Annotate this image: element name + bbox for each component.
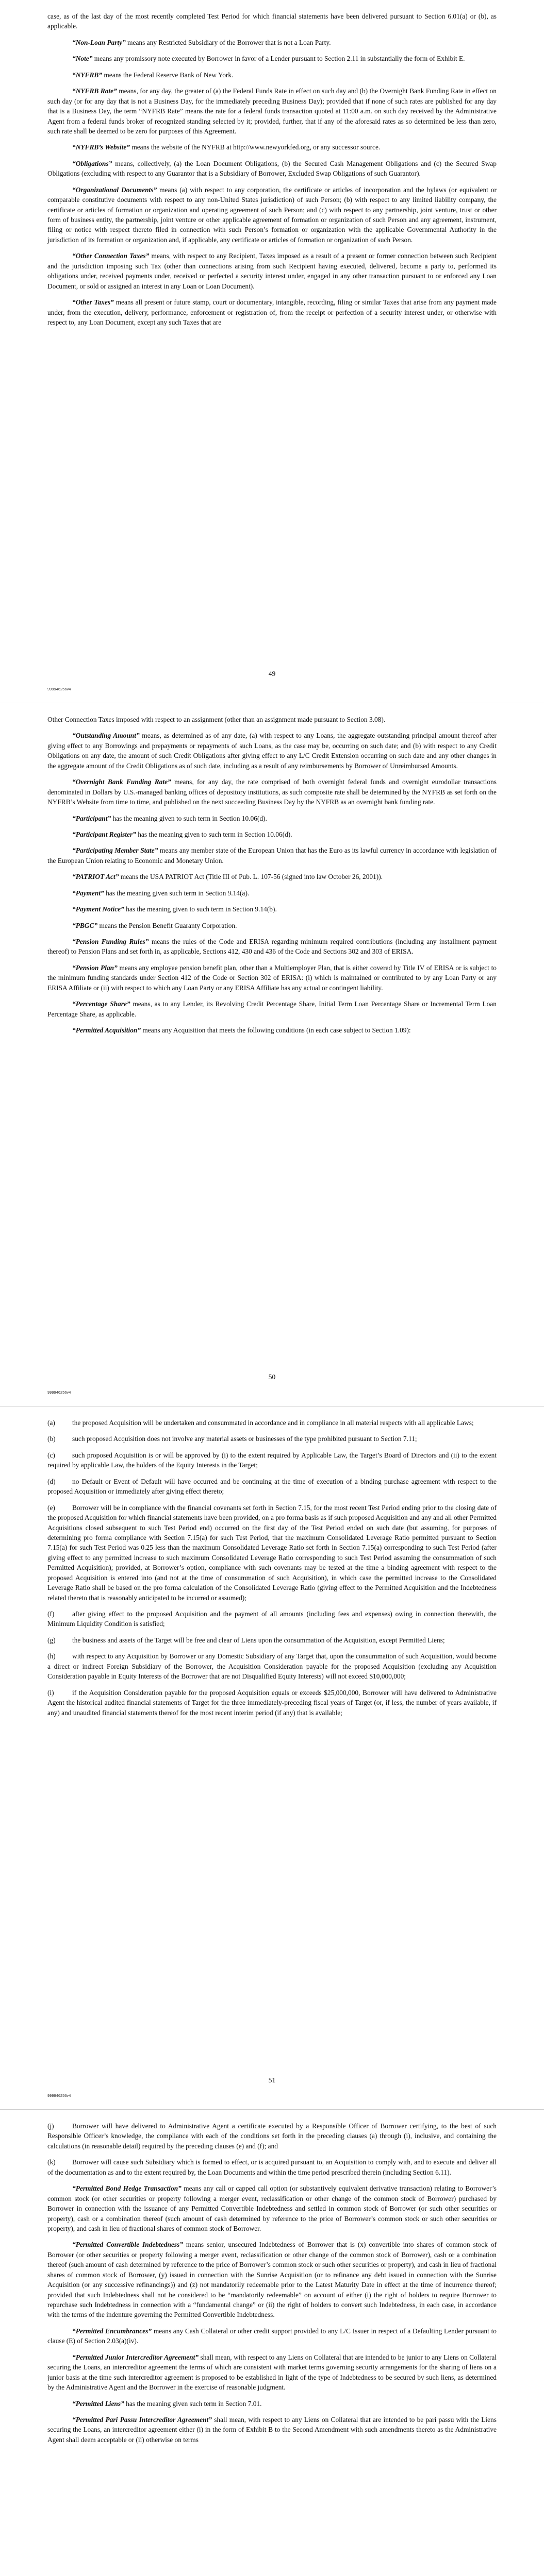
defined-term: “Outstanding Amount”	[72, 732, 140, 740]
definition-paragraph	[47, 2326, 497, 2346]
defined-term: “Payment Notice”	[72, 905, 124, 913]
definition-paragraph	[47, 845, 497, 866]
definition-paragraph	[47, 2415, 497, 2445]
defined-term: “NYFRB Rate”	[72, 87, 117, 95]
defined-term: “Other Connection Taxes”	[72, 252, 150, 260]
document-page	[0, 2110, 544, 2576]
list-item	[47, 1688, 497, 1718]
defined-term: “Note”	[72, 55, 93, 63]
document-id: 999946256v4	[47, 1390, 71, 1395]
defined-term: “Overnight Bank Funding Rate”	[72, 778, 171, 786]
list-item-label: (c)	[47, 1451, 55, 1459]
list-item-label: (d)	[47, 1477, 56, 1485]
list-item-text: such proposed Acquisition does not involve any material assets or businesses of the type prohibited pursuant to Section 7.11;	[72, 1435, 417, 1443]
defined-term: “PATRIOT Act”	[72, 873, 119, 881]
definition-text: means any promissory note executed by Borrower in favor of a Lender pursuant to Section 2.11 in substantially the form of Exhibit E.	[92, 55, 465, 63]
defined-term: “Obligations”	[72, 159, 112, 167]
list-item-label: (j)	[47, 2122, 54, 2130]
definition-text: Other Connection Taxes imposed with respect to an assignment (other than an assignment made pursuant to Section 3.08).	[47, 716, 386, 723]
defined-term: “Other Taxes”	[72, 298, 114, 307]
list-item-text: no Default or Event of Default will have occurred and be continuing at the time of execution of a binding purchase agreement with respect to the proposed Acquisition or immediately after giving effect thereto;	[47, 1477, 497, 1496]
definition-text: means the Federal Reserve Bank of New York.	[102, 71, 234, 79]
document-id: 999946256v4	[47, 2093, 71, 2098]
defined-term: “Pension Plan”	[72, 963, 118, 972]
definition-text: has the meaning given such term in Section 9.14(a).	[104, 889, 250, 897]
definition-paragraph	[47, 937, 497, 957]
definition-text: means, for any day, the greater of (a) the Federal Funds Rate in effect on such day and (b) the Overnight Bank Funding Rate in effect on such day (or for any day that is not a Business Day, for the immediately preceding Business Day); provided that if none of such rates are published for any day that is a Business Day, the term “NYFRB Rate” means the rate for a federal funds transaction quoted at 11:00 a.m. on such day received by the Administrative Agent from a federal funds broker of recognized standing selected by it; provided, further, that if any of the aforesaid rates as so determined be less than zero, such rate shall be deemed to be zero for purposes of this Agreement.	[47, 87, 497, 135]
list-item-label: (h)	[47, 1652, 56, 1660]
definition-text: shall mean, with respect to any Liens on Collateral that are intended to be pari passu with the Liens securing the Loans, an intercreditor agreement either (i) in the form of Exhibit B to the Second Amendment with such amendments thereto as the Administrative Agent shall deem acceptable or (ii) otherwise on terms	[47, 2415, 497, 2444]
definition-text: case, as of the last day of the most recently completed Test Period for which financial statements have been delivered pursuant to Section 6.01(a) or (b), as applicable.	[47, 12, 497, 30]
list-item	[47, 2157, 497, 2177]
definition-paragraph	[47, 70, 497, 80]
definition-paragraph	[47, 921, 497, 930]
list-item	[47, 2121, 497, 2151]
definition-paragraph	[47, 904, 497, 914]
list-item-label: (a)	[47, 1419, 55, 1427]
defined-term: “Pension Funding Rules”	[72, 938, 149, 945]
list-item-text: Borrower will have delivered to Administrative Agent a certificate executed by a Responsible Officer of Borrower certifying, to the best of such Responsible Officer’s knowledge, the compliance with each of the conditions set forth in the preceding clauses (a) through (i), inclusive, and containing the calculations (in reasonable detail) required by the preceding clauses (e) and (f); and	[47, 2122, 497, 2150]
defined-term: “PBGC”	[72, 921, 98, 929]
definition-paragraph	[47, 297, 497, 327]
definition-paragraph	[47, 777, 497, 807]
defined-term: “Participant Register”	[72, 830, 136, 838]
definition-text: means, as determined as of any date, (a) with respect to any Loans, the aggregate outstanding principal amount thereof after giving effect to any Borrowings and prepayments or repayments of such Loans, as the case may be, occurring on such date; and (b) with respect to any Credit Obligations on any date, the amount of such Credit Obligations after giving effect to any L/C Credit Extension occurring on such date and any other changes in the aggregate amount of the Credit Obligations as of such date, including as a result of any reimbursements by Borrower of Unreimbursed Amounts.	[47, 732, 497, 770]
list-item	[47, 1434, 497, 1444]
definition-paragraph	[47, 1025, 497, 1035]
defined-term: “Participant”	[72, 814, 111, 822]
definition-text: means any Acquisition that meets the following conditions (in each case subject to Section 1.09):	[141, 1026, 411, 1035]
defined-term: “Percentage Share”	[72, 1000, 130, 1008]
definition-text: means the website of the NYFRB at http://www.newyorkfed.org, or any successor source.	[129, 143, 381, 151]
defined-term: “Payment”	[72, 889, 104, 897]
defined-term: “Permitted Encumbrances”	[72, 2327, 152, 2335]
definition-paragraph	[47, 185, 497, 245]
defined-term: “Permitted Convertible Indebtedness”	[72, 2241, 183, 2249]
list-item	[47, 1418, 497, 1428]
definition-text: has the meaning given to such term in Section 10.06(d).	[136, 830, 292, 838]
definition-text: means any Restricted Subsidiary of the Borrower that is not a Loan Party.	[125, 38, 331, 46]
definition-text: has the meaning given to such term in Section 10.06(d).	[111, 814, 267, 822]
list-item-text: such proposed Acquisition is or will be approved by (i) to the extent required by Applicable Law, the Target’s Board of Directors and (ii) to the extent required by applicable Law, the holders of the Equity Interests in the Target;	[47, 1451, 497, 1469]
definition-text: means the Pension Benefit Guaranty Corporation.	[97, 921, 237, 929]
definition-text: has the meaning given such term in Section 7.01.	[124, 2399, 262, 2408]
definition-paragraph	[47, 888, 497, 898]
definition-paragraph	[47, 2240, 497, 2320]
definition-paragraph	[47, 715, 497, 724]
list-item-text: the business and assets of the Target will be free and clear of Liens upon the consummation of the Acquisition, except Permitted Liens;	[72, 1636, 445, 1644]
defined-term: “Participating Member State”	[72, 846, 158, 855]
list-item-text: if the Acquisition Consideration payable for the proposed Acquisition equals or exceeds $25,000,000, Borrower will have delivered to Administrative Agent the historical audited financial statements of Target for the three immediately-preceding fiscal years of Target (or, if less, the number of years available, if any) and unaudited financial statements thereof for the most recent interim period (if any) that is available;	[47, 1688, 497, 1717]
list-item	[47, 1651, 497, 1681]
definition-paragraph	[47, 2399, 497, 2409]
list-item-text: the proposed Acquisition will be undertaken and consummated in accordance and in compliance in all material respects with all applicable Laws;	[72, 1419, 474, 1427]
list-item-text: Borrower will cause such Subsidiary which is formed to effect, or is acquired pursuant to, an Acquisition to comply with, and to execute and deliver all of the documentation as and to the extent required by, the Loan Documents and within the time period prescribed therein (including Section 6.11).	[47, 2158, 497, 2176]
definition-text: means any Cash Collateral or other credit support provided to any L/C Issuer in respect of a Defaulting Lender pursuant to clause (E) of Section 2.03(a)(iv).	[47, 2327, 497, 2345]
definition-text: means, with respect to any Recipient, Taxes imposed as a result of a present or former connection between such Recipient and the jurisdiction imposing such Tax (other than connections arising from such Recipient having executed, delivered, become a party to, performed its obligations under, received payments under, received or perfected a security interest under, engaged in any other transaction pursuant to or enforced any Loan Document, or sold or assigned an interest in any Loan or Loan Document).	[47, 252, 497, 290]
definition-text: means, as to any Lender, its Revolving Credit Percentage Share, Initial Term Loan Percentage Share or Incremental Term Loan Percentage Share, as applicable.	[47, 1000, 497, 1018]
page-number: 50	[268, 1373, 276, 1381]
list-item-text: after giving effect to the proposed Acquisition and the payment of all amounts (including fees and expenses) owing in connection therewith, the Minimum Liquidity Condition is satisfied;	[47, 1610, 497, 1628]
list-item-label: (i)	[47, 1688, 54, 1697]
defined-term: “Non-Loan Party”	[72, 38, 126, 46]
list-item	[47, 1503, 497, 1603]
defined-term: “Permitted Liens”	[72, 2399, 124, 2408]
page-number: 51	[268, 2076, 276, 2084]
definition-text: means any employee pension benefit plan, other than a Multiemployer Plan, that is either covered by Title IV of ERISA or is subject to the minimum funding standards under Section 412 of the Code or Section 302 of ERISA: (i) which is maintained or contributed to by any Loan Party or any ERISA Affiliate or (ii) with respect to which any Loan Party or any ERISA Affiliate has any actual or contingent liability.	[47, 963, 497, 992]
defined-term: “NYFRB”	[72, 71, 103, 79]
definition-paragraph	[47, 159, 497, 179]
definition-text: means, collectively, (a) the Loan Document Obligations, (b) the Secured Cash Management Obligations and (c) the Secured Swap Obligations (excluding with respect to any Guarantor that is a Subsidiary of Borrower, Excluded Swap Obligations of such Guarantor).	[47, 159, 497, 178]
definition-text: means all present or future stamp, court or documentary, intangible, recording, filing or similar Taxes that arise from any payment made under, from the execution, delivery, performance, enforcement or registration of, from the receipt or perfection of a security interest under, or otherwise with respect to, any Loan Document, except any such Taxes that are	[47, 298, 497, 326]
list-item	[47, 1450, 497, 1470]
list-item-label: (g)	[47, 1636, 56, 1644]
definition-paragraph	[47, 829, 497, 839]
definition-text: shall mean, with respect to any Liens on Collateral that are intended to be junior to any Liens on Collateral securing the Loans, an intercreditor agreement the terms of which are consistent with market terms governing security arrangements for the sharing of liens on a junior basis at the time such intercreditor agreement is proposed to be established in light of the type of Indebtedness to be secured by such liens, as determined by the Administrative Agent and the Borrower in the exercise of reasonable judgment.	[47, 2353, 497, 2392]
list-item-label: (f)	[47, 1610, 55, 1618]
document-page	[0, 0, 544, 703]
definition-paragraph	[47, 814, 497, 823]
document-page	[0, 1406, 544, 2110]
definition-paragraph	[47, 872, 497, 882]
list-item-label: (k)	[47, 2158, 56, 2166]
definition-text: means (a) with respect to any corporation, the certificate or articles of incorporation and the bylaws (or equivalent or comparable constitutive documents with respect to any non-United States jurisdiction) of such Person; (b) with respect to any limited liability company, the certificate or articles of formation or organization and operating agreement of such Person; and (c) with respect to any partnership, joint venture, trust or other form of business entity, the partnership, joint venture or other applicable agreement of formation or organization of such Person and any agreement, instrument, filing or notice with respect thereto filed in connection with such Person’s formation or organization with the applicable Governmental Authority in the jurisdiction of its formation or organization and, if applicable, any certificate or articles of formation or organization of such Person.	[47, 185, 497, 244]
definition-text: means any member state of the European Union that has the Euro as its lawful currency in accordance with legislation of the European Union relating to Economic and Monetary Union.	[47, 846, 497, 865]
definition-paragraph	[47, 11, 497, 31]
definition-text: means, for any day, the rate comprised of both overnight federal funds and overnight eurodollar transactions denominated in Dollars by U.S.-managed banking offices of depository institutions, as such composite rate shall be determined by the NYFRB as set forth on the NYFRB’s Website from time to time, and published on the next succeeding Business Day by the NYFRB as an overnight bank funding rate.	[47, 778, 497, 806]
definition-text: means any call or capped call option (or substantively equivalent derivative transaction) relating to Borrower’s common stock (or other securities or property following a merger event, reclassification or other change of the common stock of Borrower) purchased by Borrower in connection with the issuance of any Permitted Convertible Indebtedness and settled in common stock of Borrower (or such other securities or property), cash or a combination thereof (such amount of cash determined by reference to the price of Borrower’s common stock or such other securities or property), and cash in lieu of fractional shares of common stock of Borrower.	[47, 2184, 497, 2232]
list-item-label: (b)	[47, 1435, 56, 1443]
list-item	[47, 1477, 497, 1497]
defined-term: “NYFRB’s Website”	[72, 143, 130, 151]
defined-term: “Permitted Pari Passu Intercreditor Agreement”	[72, 2415, 212, 2424]
definition-text: means the USA PATRIOT Act (Title III of Pub. L. 107-56 (signed into law October 26, 2001)).	[119, 873, 383, 881]
definition-paragraph	[47, 86, 497, 136]
list-item-label: (e)	[47, 1503, 55, 1512]
document-id: 999946256v4	[47, 687, 71, 691]
defined-term: “Permitted Acquisition”	[72, 1026, 141, 1035]
definition-paragraph	[47, 963, 497, 993]
definition-paragraph	[47, 999, 497, 1019]
list-item-text: Borrower will be in compliance with the financial covenants set forth in Section 7.15, for the most recent Test Period ending prior to the closing date of the proposed Acquisition for which financial statements have been provided, on a pro forma basis as if such proposed Acquisition and any and all other Permitted Acquisitions closed subsequent to such Test Period end) occurred on the first day of the Test Period ended on such date (but assuming, for purposes of determining pro forma compliance with Section 7.15(a) for such Test Period, that the maximum Consolidated Leverage Ratio permitted pursuant to Section 7.15(a) for such Test Period was 0.25 less than the maximum Consolidated Leverage Ratio set forth in Section 7.15(a) corresponding to such Test Period (after giving effect to any permitted increase to such maximum Consolidated Leverage Ratio corresponding to such Test Period assuming the consummation of such Permitted Acquisition); provided, at Borrower’s option, compliance with such covenants may be tested at the time a binding agreement with respect to the proposed Acquisition is entered into (and not at the time of consummation of such Acquisition), in which case the permitted increase to the Consolidated Leverage Ratio shall be based on the pro forma calculation of the Consolidated Leverage Ratio (giving effect to the Permitted Acquisition and the Indebtedness related thereto that is reasonably anticipated to be incurred or assumed);	[47, 1503, 497, 1602]
document-page	[0, 703, 544, 1406]
list-item	[47, 1635, 497, 1645]
definition-paragraph	[47, 38, 497, 47]
defined-term: “Permitted Junior Intercreditor Agreement”	[72, 2353, 199, 2361]
definition-paragraph	[47, 731, 497, 771]
defined-term: “Permitted Bond Hedge Transaction”	[72, 2184, 182, 2193]
definition-paragraph	[47, 2352, 497, 2393]
list-item	[47, 1609, 497, 1629]
definition-text: means senior, unsecured Indebtedness of Borrower that is (x) convertible into shares of common stock of Borrower (or other securities or property following a merger event, reclassification or other change of the common stock of Borrower), cash or a combination thereof (such amount of cash determined by reference to the price of Borrower’s common stock or such other securities or property), and cash in lieu of fractional shares of common stock of Borrower, (y) issued in connection with the Sunrise Acquisition (or to refinance any debt issued in connection with the Sunrise Acquisition (or any successive refinancings)) and (z) not mandatorily redeemable prior to the Latest Maturity Date in effect at the time of incurrence thereof; provided that such Indebtedness shall not be considered to be “mandatorily redeemable” on account of either (i) the right of holders to require Borrower to repurchase such Indebtedness in connection with a “fundamental change” or (ii) the right of holders to convert such Indebtedness, in each case, in accordance with the terms of the indenture governing the Permitted Convertible Indebtedness.	[47, 2241, 497, 2319]
page-number: 49	[268, 670, 276, 677]
definition-text: means the rules of the Code and ERISA regarding minimum required contributions (including any installment payment thereof) to Pension Plans and set forth in, as applicable, Sections 412, 430 and 436 of the Code and Sections 302 and 303 of ERISA.	[47, 938, 497, 956]
definition-paragraph	[47, 54, 497, 63]
definition-paragraph	[47, 142, 497, 152]
definition-paragraph	[47, 251, 497, 291]
list-item-text: with respect to any Acquisition by Borrower or any Domestic Subsidiary of any Target that, upon the consummation of such Acquisition, would become a direct or indirect Foreign Subsidiary of the Borrower, the Acquisition Consideration payable for the proposed Acquisition (excluding any Acquisition Consideration payable in Equity Interests of the Borrower that are not Disqualified Equity Interests) will not exceed $10,000,000;	[47, 1652, 497, 1681]
definition-paragraph	[47, 2183, 497, 2233]
defined-term: “Organizational Documents”	[72, 185, 157, 194]
definition-text: has the meaning given to such term in Section 9.14(b).	[124, 905, 277, 913]
